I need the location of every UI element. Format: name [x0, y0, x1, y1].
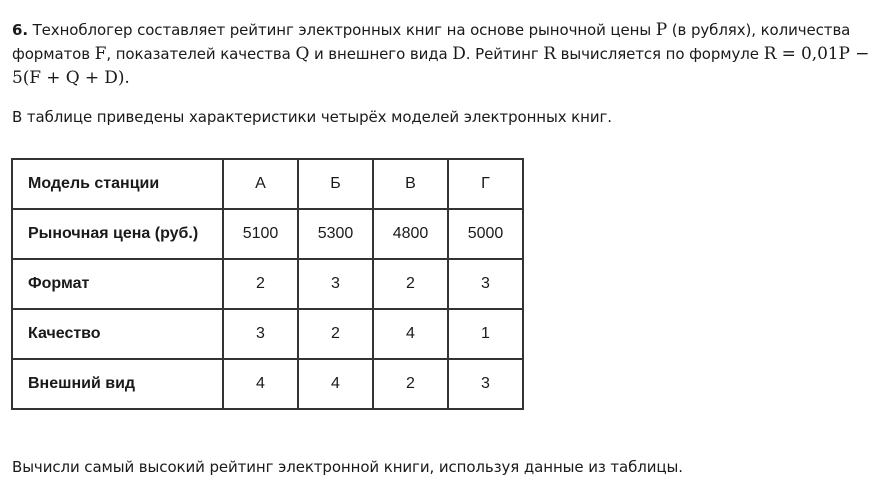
problem-number: 6.	[12, 21, 28, 39]
row-label: Формат	[12, 259, 223, 309]
table-cell: 3	[448, 259, 523, 309]
row-label: Внешний вид	[12, 359, 223, 409]
table-cell: 2	[223, 259, 298, 309]
variable-q: Q	[295, 44, 310, 64]
problem-text-6: вычисляется по формуле	[556, 45, 764, 63]
table-cell: 5000	[448, 209, 523, 259]
problem-text-3: , показателей качества	[106, 45, 296, 63]
variable-r: R	[543, 44, 556, 64]
table-row	[12, 259, 523, 309]
table-row	[12, 359, 523, 409]
table-cell: 5300	[298, 209, 373, 259]
table-header-cell: В	[373, 159, 448, 209]
table-header-cell: А	[223, 159, 298, 209]
ebook-table-container	[11, 158, 524, 410]
problem-text-1: Техноблогер составляет рейтинг электронных книг на основе рыночной цены	[27, 21, 656, 39]
ebook-characteristics-table	[11, 158, 524, 410]
table-header-row	[12, 159, 523, 209]
table-header-cell: Г	[448, 159, 523, 209]
table-header-cell: Б	[298, 159, 373, 209]
variable-d: D	[452, 44, 466, 64]
table-cell: 1	[448, 309, 523, 359]
problem-text-5: . Рейтинг	[465, 45, 544, 63]
table-cell: 2	[298, 309, 373, 359]
rating-formula: R = 0,01P − 5(F + Q + D).	[12, 44, 870, 88]
variable-p: P	[655, 20, 668, 40]
variable-f: F	[94, 44, 107, 64]
table-cell: 2	[373, 259, 448, 309]
problem-text-4: и внешнего вида	[309, 45, 453, 63]
table-cell: 4	[298, 359, 373, 409]
table-cell: 3	[223, 309, 298, 359]
problem-statement	[12, 18, 872, 90]
problem-text-2: (в рублях), количества форматов	[12, 21, 851, 63]
table-header-label: Модель станции	[12, 159, 223, 209]
table-cell: 3	[448, 359, 523, 409]
row-label: Рыночная цена (руб.)	[12, 209, 223, 259]
table-cell: 3	[298, 259, 373, 309]
table-cell: 4	[223, 359, 298, 409]
question-text: Вычисли самый высокий рейтинг электронной книги, используя данные из таблицы.	[12, 458, 683, 476]
table-row	[12, 309, 523, 359]
table-cell: 5100	[223, 209, 298, 259]
table-row	[12, 209, 523, 259]
table-intro: В таблице приведены характеристики четырёх моделей электронных книг.	[12, 108, 612, 126]
row-label: Качество	[12, 309, 223, 359]
table-cell: 4	[373, 309, 448, 359]
table-cell: 4800	[373, 209, 448, 259]
table-cell: 2	[373, 359, 448, 409]
